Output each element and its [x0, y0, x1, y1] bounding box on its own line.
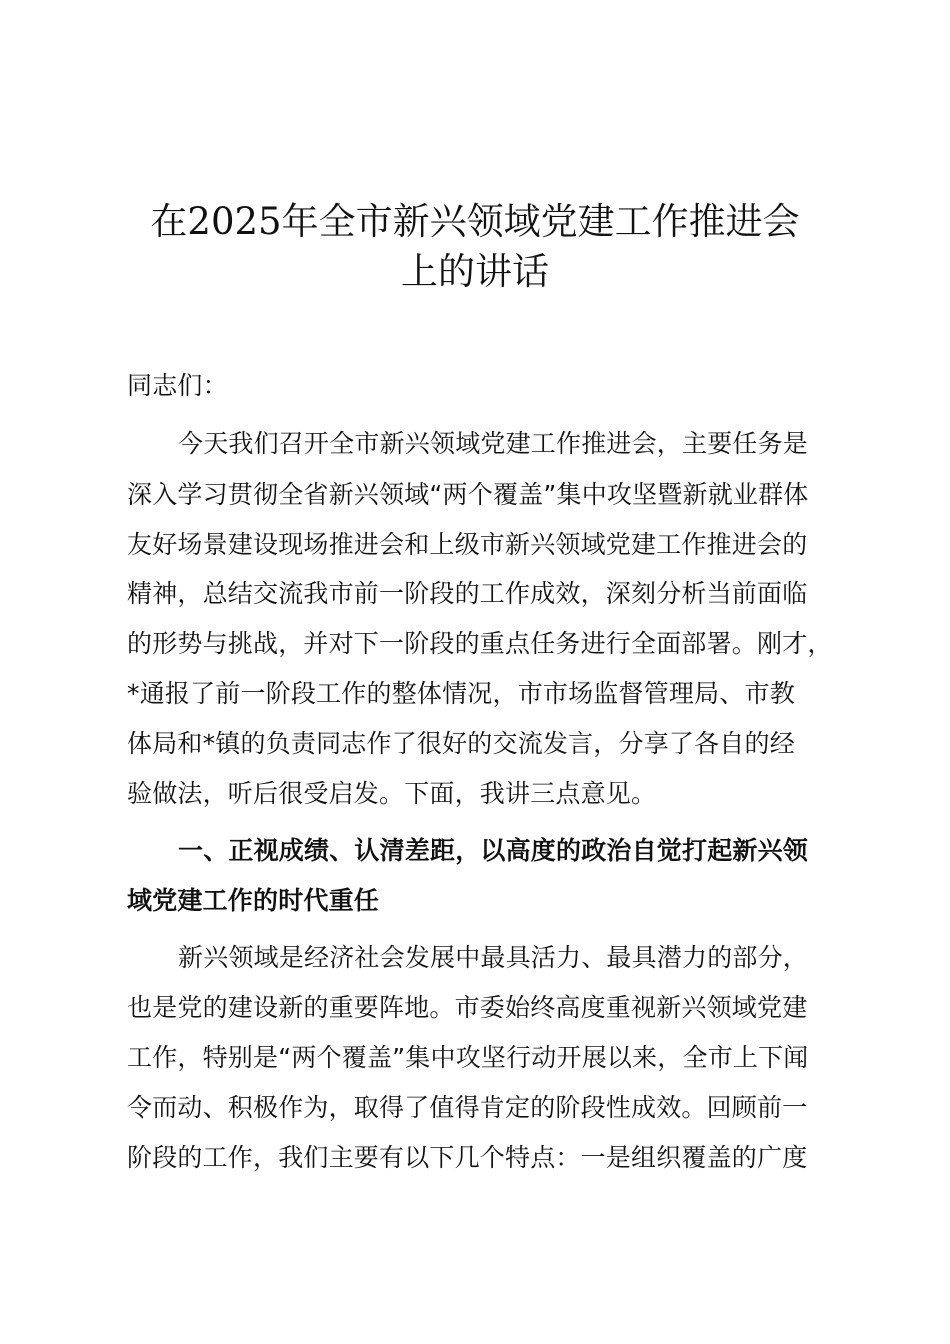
intro-paragraph-line-2: 深入学习贯彻全省新兴领域“两个覆盖”集中攻坚暨新就业群体 — [127, 480, 809, 509]
section-heading-line-1: 一、正视成绩、认清差距，以高度的政治自觉打起新兴领 — [178, 836, 809, 865]
body-paragraph-line-3: 工作，特别是“两个覆盖”集中攻坚行动开展以来，全市上下闻 — [127, 1043, 809, 1072]
intro-paragraph-line-4: 精神，总结交流我市前一阶段的工作成效，深刻分析当前面临 — [127, 579, 808, 608]
section-heading-line-2: 域党建工作的时代重任 — [127, 886, 380, 915]
document-title-line-1: 在2025年全市新兴领域党建工作推进会 — [150, 200, 800, 243]
body-paragraph-line-2: 也是党的建设新的重要阵地。市委始终高度重视新兴领域党建 — [127, 993, 808, 1022]
body-paragraph-line-4: 令而动、积极作为，取得了值得肯定的阶段性成效。回顾前一 — [127, 1093, 808, 1122]
intro-paragraph-line-1: 今天我们召开全市新兴领域党建工作推进会，主要任务是 — [178, 429, 809, 458]
salutation: 同志们： — [127, 371, 228, 400]
body-paragraph-line-1: 新兴领域是经济社会发展中最具活力、最具潜力的部分， — [178, 943, 809, 972]
document-title-line-2: 上的讲话 — [401, 250, 549, 293]
intro-paragraph-line-7: 体局和*镇的负责同志作了很好的交流发言，分享了各自的经 — [127, 729, 795, 758]
intro-paragraph-line-8: 验做法，听后很受启发。下面，我讲三点意见。 — [127, 779, 657, 808]
intro-paragraph-line-3: 友好场景建设现场推进会和上级市新兴领域党建工作推进会的 — [127, 530, 808, 559]
body-paragraph-line-5: 阶段的工作，我们主要有以下几个特点：一是组织覆盖的广度 — [127, 1143, 808, 1172]
intro-paragraph-line-5: 的形势与挑战，并对下一阶段的重点任务进行全面部署。刚才， — [127, 629, 833, 658]
intro-paragraph-line-6: *通报了前一阶段工作的整体情况，市市场监督管理局、市教 — [127, 679, 795, 708]
